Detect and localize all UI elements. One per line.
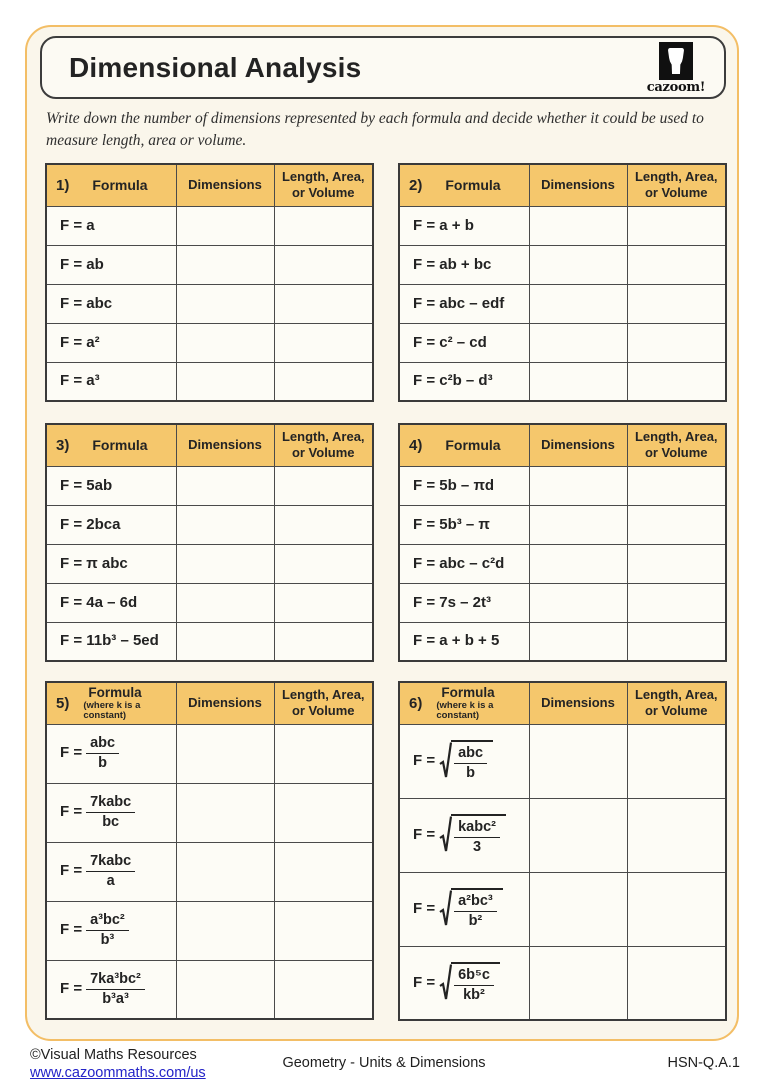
formula-text: F = c² – cd (413, 333, 487, 351)
formula-cell (399, 583, 529, 622)
formula-text: F = a³ (60, 372, 100, 390)
formula-cell (399, 466, 529, 505)
formula-text: F = 5b³ – π (413, 515, 490, 533)
formula-text: F = $\frac{\text{abc}}{b}$ (60, 744, 119, 761)
cazoom-logo-text: cazoom! (646, 80, 706, 95)
formula-cell (399, 206, 529, 245)
formula-cell (399, 323, 529, 362)
formula-text: F = $\frac{\text{7kabc}}{a}$ (60, 862, 135, 879)
formula-cell (399, 798, 529, 872)
length-area-volume-answer-cell (274, 245, 373, 284)
formula-text: F = π abc (60, 554, 128, 572)
length-area-volume-answer-cell (274, 842, 373, 901)
dimensions-answer-cell (176, 362, 274, 401)
col-header-formula: Formula (88, 684, 142, 700)
col-header-formula: Formula (441, 684, 495, 700)
length-area-volume-answer-cell (627, 505, 726, 544)
worksheet-table-2 (398, 163, 727, 402)
dimensions-answer-cell (529, 284, 627, 323)
footer-subject: Geometry - Units & Dimensions (282, 1055, 486, 1071)
formula-text: F = 5ab (60, 476, 113, 494)
formula-cell (399, 724, 529, 798)
formula-cell (399, 245, 529, 284)
dimensions-answer-cell (176, 622, 274, 661)
col-header-dimensions: Dimensions (529, 682, 627, 724)
page-footer (0, 1046, 768, 1086)
instructions-text: Write down the number of dimensions represented by each formula and decide whether it could be used to measure length, area or volume. (46, 110, 704, 150)
length-area-volume-answer-cell (627, 798, 726, 872)
table-number: 6) (409, 694, 423, 712)
formula-text: F = $\frac{\text{a³bc²}}{\text{b³}}$ (60, 921, 129, 938)
dimensions-answer-cell (529, 946, 627, 1020)
formula-text: F = a² (60, 333, 100, 351)
formula-cell (46, 783, 176, 842)
col-header-formula: Formula (92, 177, 148, 194)
dimensions-answer-cell (529, 544, 627, 583)
formula-cell (46, 901, 176, 960)
formula-text: F = 5b – πd (413, 476, 495, 494)
dimensions-answer-cell (529, 206, 627, 245)
formula-text: F = $\frac{\text{7kabc}}{bc}$ (60, 803, 135, 820)
table-number: 2) (409, 176, 423, 194)
length-area-volume-answer-cell (274, 960, 373, 1019)
formula-cell (46, 544, 176, 583)
length-area-volume-answer-cell (627, 872, 726, 946)
dimensions-answer-cell (176, 960, 274, 1019)
length-area-volume-answer-cell (627, 284, 726, 323)
formula-text: F = abc – edf (413, 294, 505, 312)
formula-cell (399, 622, 529, 661)
col-header-formula: Formula (445, 177, 501, 194)
table-number: 4) (409, 436, 423, 454)
table-number: 5) (56, 694, 70, 712)
length-area-volume-answer-cell (274, 724, 373, 783)
dimensions-answer-cell (529, 798, 627, 872)
length-area-volume-answer-cell (274, 622, 373, 661)
formula-cell (399, 505, 529, 544)
formula-cell (46, 505, 176, 544)
formula-cell (46, 583, 176, 622)
formula-text: F = $\frac{\text{a²bc³}}{\text{b²}}$ (413, 900, 503, 917)
formula-text: F = 11b³ – 5ed (60, 632, 159, 650)
standard-code: HSN-Q.A.1 (667, 1055, 740, 1071)
formula-text: F = a + b + 5 (413, 632, 500, 650)
length-area-volume-answer-cell (274, 783, 373, 842)
col-header-formula: Formula (92, 437, 148, 454)
formula-cell (46, 362, 176, 401)
length-area-volume-answer-cell (627, 466, 726, 505)
dimensions-answer-cell (529, 583, 627, 622)
length-area-volume-answer-cell (627, 245, 726, 284)
length-area-volume-answer-cell (274, 284, 373, 323)
dimensions-answer-cell (529, 466, 627, 505)
formula-cell (399, 362, 529, 401)
cazoom-logo-icon (659, 42, 693, 80)
col-header-formula: Formula (445, 437, 501, 454)
copyright-text: ©Visual Maths Resources (30, 1047, 197, 1063)
constant-note: (where k is a constant) (83, 699, 141, 721)
formula-text: F = 7s – 2t³ (413, 593, 491, 611)
formula-text: F = $\frac{\text{6b⁵c}}{\text{kb²}}$ (413, 974, 500, 991)
formula-cell (46, 245, 176, 284)
col-header-length-area-volume: Length, Area, or Volume (274, 424, 373, 466)
dimensions-answer-cell (529, 323, 627, 362)
dimensions-answer-cell (176, 206, 274, 245)
formula-cell (399, 544, 529, 583)
formula-cell (46, 466, 176, 505)
length-area-volume-answer-cell (627, 622, 726, 661)
dimensions-answer-cell (176, 245, 274, 284)
page-title: Dimensional Analysis (69, 52, 362, 83)
dimensions-answer-cell (529, 245, 627, 284)
table-number: 3) (56, 436, 70, 454)
formula-text: F = 4a – 6d (60, 593, 138, 611)
length-area-volume-answer-cell (274, 206, 373, 245)
formula-text: F = $\frac{\text{abc}}{b}$ (413, 752, 493, 769)
dimensions-answer-cell (529, 872, 627, 946)
dimensions-answer-cell (176, 783, 274, 842)
formula-text: F = 2bca (60, 515, 121, 533)
dimensions-answer-cell (176, 466, 274, 505)
length-area-volume-answer-cell (627, 206, 726, 245)
col-header-dimensions: Dimensions (529, 424, 627, 466)
col-header-dimensions: Dimensions (176, 424, 274, 466)
length-area-volume-answer-cell (627, 362, 726, 401)
col-header-length-area-volume: Length, Area, or Volume (627, 424, 726, 466)
worksheet-table-3 (45, 423, 374, 662)
dimensions-answer-cell (529, 622, 627, 661)
col-header-dimensions: Dimensions (176, 164, 274, 206)
length-area-volume-answer-cell (627, 323, 726, 362)
length-area-volume-answer-cell (274, 544, 373, 583)
length-area-volume-answer-cell (627, 946, 726, 1020)
formula-cell (399, 946, 529, 1020)
length-area-volume-answer-cell (274, 466, 373, 505)
dimensions-answer-cell (529, 505, 627, 544)
formula-text: F = c²b – d³ (413, 372, 493, 390)
length-area-volume-answer-cell (274, 901, 373, 960)
website-link[interactable]: www.cazoommaths.com/us (30, 1065, 206, 1082)
length-area-volume-answer-cell (627, 544, 726, 583)
formula-cell (399, 284, 529, 323)
col-header-length-area-volume: Length, Area, or Volume (627, 682, 726, 724)
length-area-volume-answer-cell (274, 362, 373, 401)
formula-cell (46, 323, 176, 362)
formula-cell (46, 842, 176, 901)
formula-text: F = a (60, 216, 95, 234)
formula-cell (46, 622, 176, 661)
col-header-length-area-volume: Length, Area, or Volume (274, 164, 373, 206)
dimensions-answer-cell (176, 323, 274, 362)
col-header-dimensions: Dimensions (529, 164, 627, 206)
formula-cell (46, 284, 176, 323)
col-header-length-area-volume: Length, Area, or Volume (627, 164, 726, 206)
formula-text: F = ab (60, 255, 104, 273)
length-area-volume-answer-cell (627, 583, 726, 622)
dimensions-answer-cell (176, 284, 274, 323)
formula-text: F = ab + bc (413, 255, 492, 273)
cazoom-logo (644, 42, 708, 95)
dimensions-answer-cell (529, 724, 627, 798)
table-number: 1) (56, 176, 70, 194)
worksheet-table-1 (45, 163, 374, 402)
worksheet-table-5 (45, 681, 374, 1020)
constant-note: (where k is a constant) (436, 699, 494, 721)
col-header-dimensions: Dimensions (176, 682, 274, 724)
formula-cell (46, 206, 176, 245)
dimensions-answer-cell (176, 901, 274, 960)
dimensions-answer-cell (176, 842, 274, 901)
formula-text: F = $\frac{\text{7ka³bc²}}{\text{b³a³}}$ (60, 980, 145, 997)
formula-cell (46, 960, 176, 1019)
title-box (40, 36, 726, 99)
formula-cell (399, 872, 529, 946)
dimensions-answer-cell (176, 505, 274, 544)
dimensions-answer-cell (176, 544, 274, 583)
formula-text: F = abc (60, 294, 113, 312)
dimensions-answer-cell (176, 724, 274, 783)
col-header-length-area-volume: Length, Area, or Volume (274, 682, 373, 724)
formula-text: F = abc – c²d (413, 554, 505, 572)
length-area-volume-answer-cell (627, 724, 726, 798)
formula-text: F = a + b (413, 216, 474, 234)
length-area-volume-answer-cell (274, 583, 373, 622)
formula-text: F = $\frac{\text{kabc²}}{3}$ (413, 826, 506, 843)
dimensions-answer-cell (176, 583, 274, 622)
length-area-volume-answer-cell (274, 323, 373, 362)
dimensions-answer-cell (529, 362, 627, 401)
worksheet-table-6 (398, 681, 727, 1021)
worksheet-table-4 (398, 423, 727, 662)
formula-cell (46, 724, 176, 783)
length-area-volume-answer-cell (274, 505, 373, 544)
